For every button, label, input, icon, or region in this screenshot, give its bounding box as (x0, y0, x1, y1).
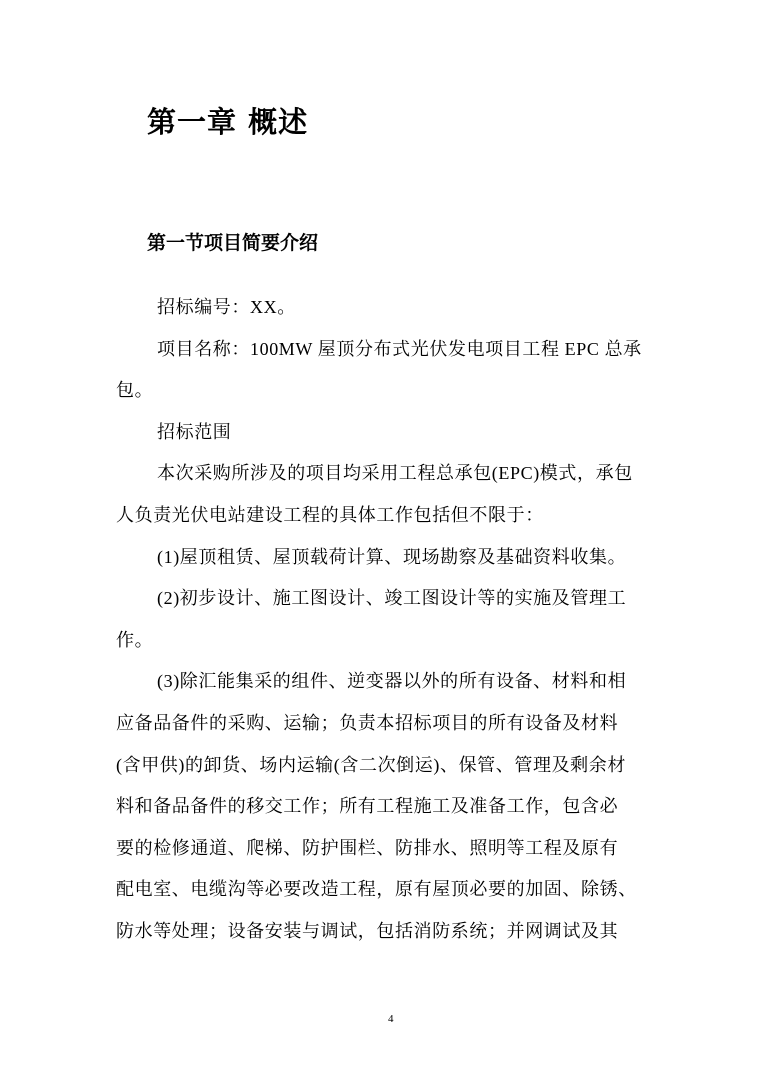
text-line: (2)初步设计、施工图设计、竣工图设计等的实施及管理工 (157, 588, 627, 609)
body-text (116, 294, 642, 960)
text-line: 料和备品备件的移交工作；所有工程施工及准备工作，包含必 (116, 796, 619, 817)
text-line: 人负责光伏电站建设工程的具体工作包括但不限于： (116, 504, 544, 525)
section-title: 第一节项目简要介绍 (147, 232, 319, 254)
page-number: 4 (388, 1013, 394, 1025)
text-line: 配电室、电缆沟等必要改造工程，原有屋顶必要的加固、除锈、 (116, 879, 637, 900)
text-line: 包。 (116, 380, 154, 401)
text-line: 要的检修通道、爬梯、防护围栏、防排水、照明等工程及原有 (116, 837, 619, 858)
text-line: (含甲供)的卸货、场内运输(含二次倒运)、保管、管理及剩余材 (116, 754, 626, 775)
text-line: 项目名称：100MW 屋顶分布式光伏发电项目工程 EPC 总承 (157, 338, 642, 359)
text-line: 本次采购所涉及的项目均采用工程总承包(EPC)模式，承包 (157, 463, 633, 484)
text-line: 作。 (116, 629, 154, 650)
chapter-title: 第一章 概述 (147, 105, 309, 139)
text-line: 招标编号：XX。 (157, 297, 296, 317)
text-line: 防水等处理；设备安装与调试，包括消防系统；并网调试及其 (116, 920, 619, 941)
text-line: 应备品备件的采购、运输；负责本招标项目的所有设备及材料 (116, 712, 619, 733)
text-line: 招标范围 (157, 421, 232, 442)
text-line: (1)屋顶租赁、屋顶载荷计算、现场勘察及基础资料收集。 (157, 546, 627, 567)
text-line: (3)除汇能集采的组件、逆变器以外的所有设备、材料和相 (157, 671, 627, 692)
